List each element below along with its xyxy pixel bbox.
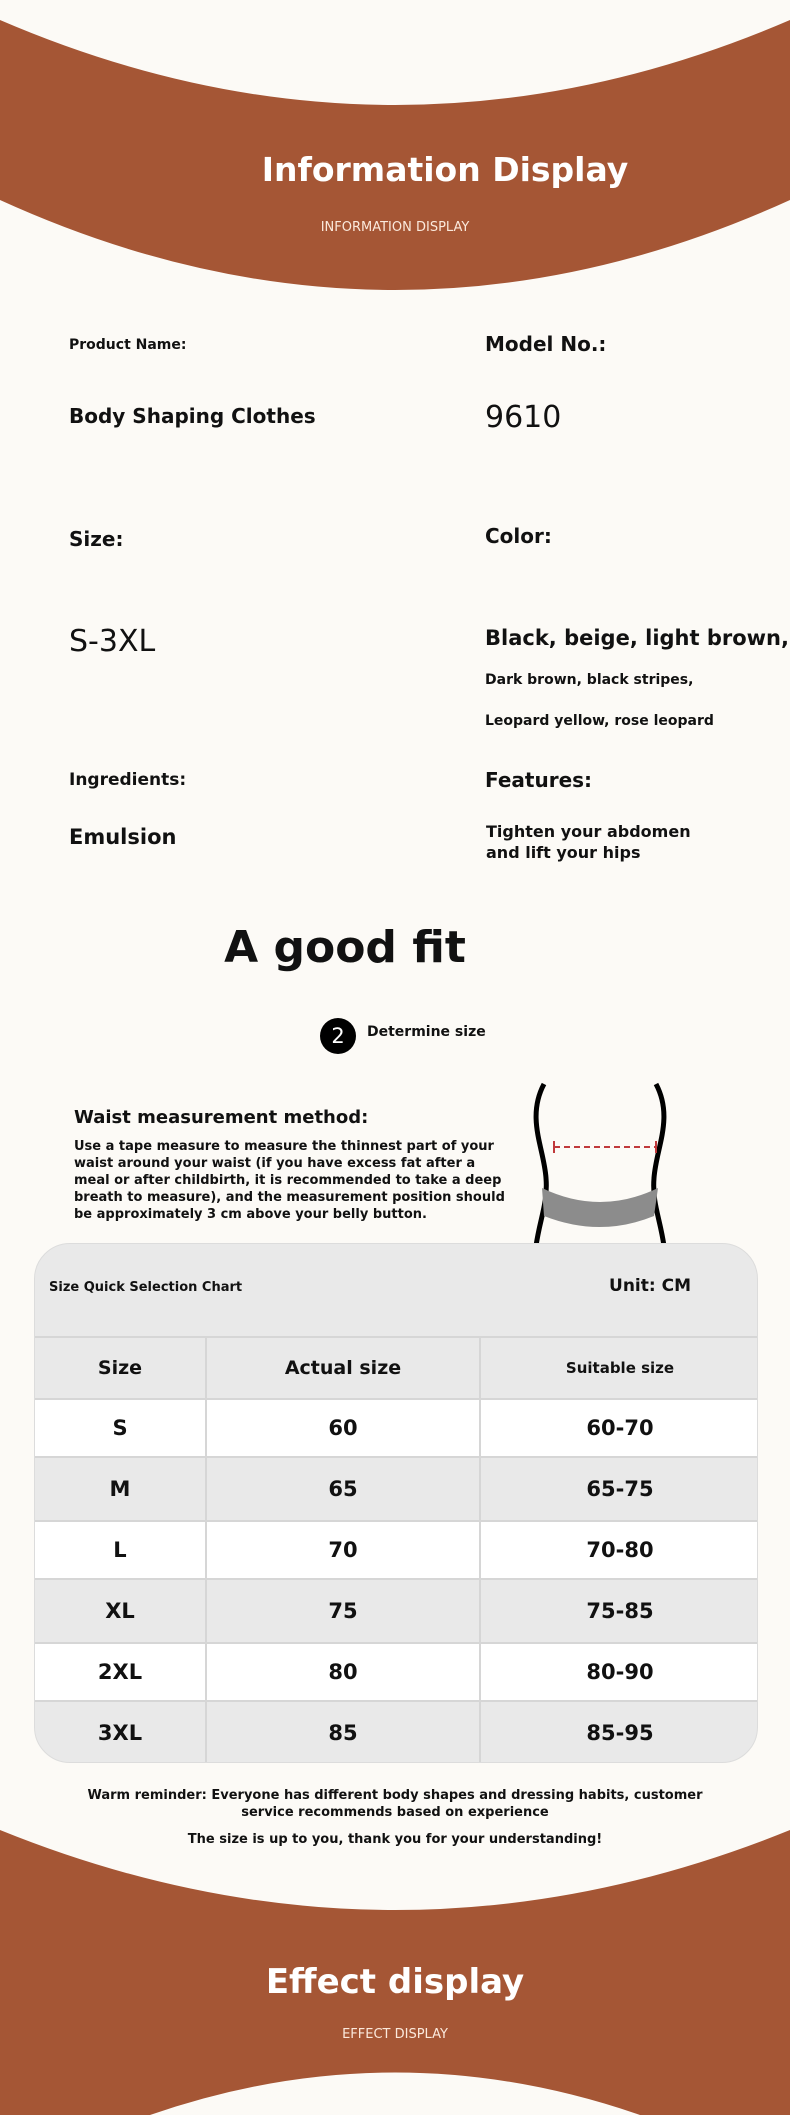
table-cell: S	[35, 1400, 207, 1456]
size-value: S-3XL	[69, 624, 156, 659]
page-title: Information Display	[261, 150, 629, 189]
features-label: Features:	[485, 768, 593, 792]
table-row	[35, 1578, 758, 1642]
fit-title: A good fit	[224, 922, 466, 973]
table-row	[35, 1456, 758, 1520]
ingredients-label: Ingredients:	[69, 770, 187, 790]
table-row	[35, 1642, 758, 1700]
table-cell: 70-80	[586, 1538, 654, 1562]
header-size: Size	[35, 1338, 207, 1398]
table-cell: 70	[207, 1522, 481, 1578]
waist-method-text: Use a tape measure to measure the thinnest part of your waist around your waist (if you have excess fat after a meal or after childbirth, it is recommended to take a deep breath to measure), and the measurement position should be approximately 3 cm above your belly button.	[74, 1139, 505, 1222]
color-line-2: Dark brown, black stripes,	[485, 672, 694, 688]
features-line-1: Tighten your abdomen	[486, 822, 691, 841]
table-cell: L	[35, 1522, 207, 1578]
size-chart	[34, 1243, 758, 1763]
table-cell: 80	[207, 1644, 481, 1700]
table-header-row	[35, 1336, 758, 1398]
color-line-1: Black, beige, light brown,	[485, 626, 789, 650]
effect-display-title: Effect display	[265, 1962, 525, 2002]
header-actual-size: Actual size	[207, 1338, 481, 1398]
step-label: Determine size	[367, 1024, 486, 1040]
waist-method-title: Waist measurement method:	[74, 1107, 369, 1128]
size-chart-unit: Unit: CM	[609, 1276, 691, 1296]
table-cell: 85-95	[586, 1721, 654, 1745]
table-cell: 2XL	[35, 1644, 207, 1700]
size-chart-title: Size Quick Selection Chart	[49, 1280, 243, 1295]
table-cell: 85	[207, 1702, 481, 1763]
product-name-label: Product Name:	[69, 337, 187, 353]
waist-illustration-icon	[520, 1078, 680, 1252]
size-label: Size:	[69, 527, 124, 551]
table-cell: 3XL	[35, 1702, 207, 1763]
table-cell: 60-70	[586, 1416, 654, 1440]
table-cell: 75-85	[586, 1599, 654, 1623]
table-row	[35, 1398, 758, 1456]
table-cell: 65-75	[586, 1477, 654, 1501]
table-row	[35, 1700, 758, 1763]
table-cell: 75	[207, 1580, 481, 1642]
table-cell: M	[35, 1458, 207, 1520]
warm-reminder-text: Warm reminder: Everyone has different body shapes and dressing habits, customer service recommends based on experience	[87, 1788, 703, 1820]
table-cell: XL	[35, 1580, 207, 1642]
header-suitable-size: Suitable size	[565, 1359, 675, 1377]
ingredients-value: Emulsion	[69, 825, 177, 849]
table-cell: 80-90	[586, 1660, 654, 1684]
model-value: 9610	[485, 400, 562, 435]
table-cell: 65	[207, 1458, 481, 1520]
page-subtitle: INFORMATION DISPLAY	[320, 220, 470, 235]
model-label: Model No.:	[485, 332, 607, 356]
table-row	[35, 1520, 758, 1578]
product-name-value: Body Shaping Clothes	[69, 404, 316, 428]
features-line-2: and lift your hips	[486, 843, 641, 862]
color-label: Color:	[485, 524, 552, 548]
warm-reminder-thanks: The size is up to you, thank you for your understanding!	[187, 1832, 603, 1847]
color-line-3: Leopard yellow, rose leopard	[485, 713, 714, 729]
step-number-badge: 2	[320, 1018, 356, 1054]
table-cell: 60	[207, 1400, 481, 1456]
effect-display-subtitle: EFFECT DISPLAY	[342, 2027, 448, 2042]
